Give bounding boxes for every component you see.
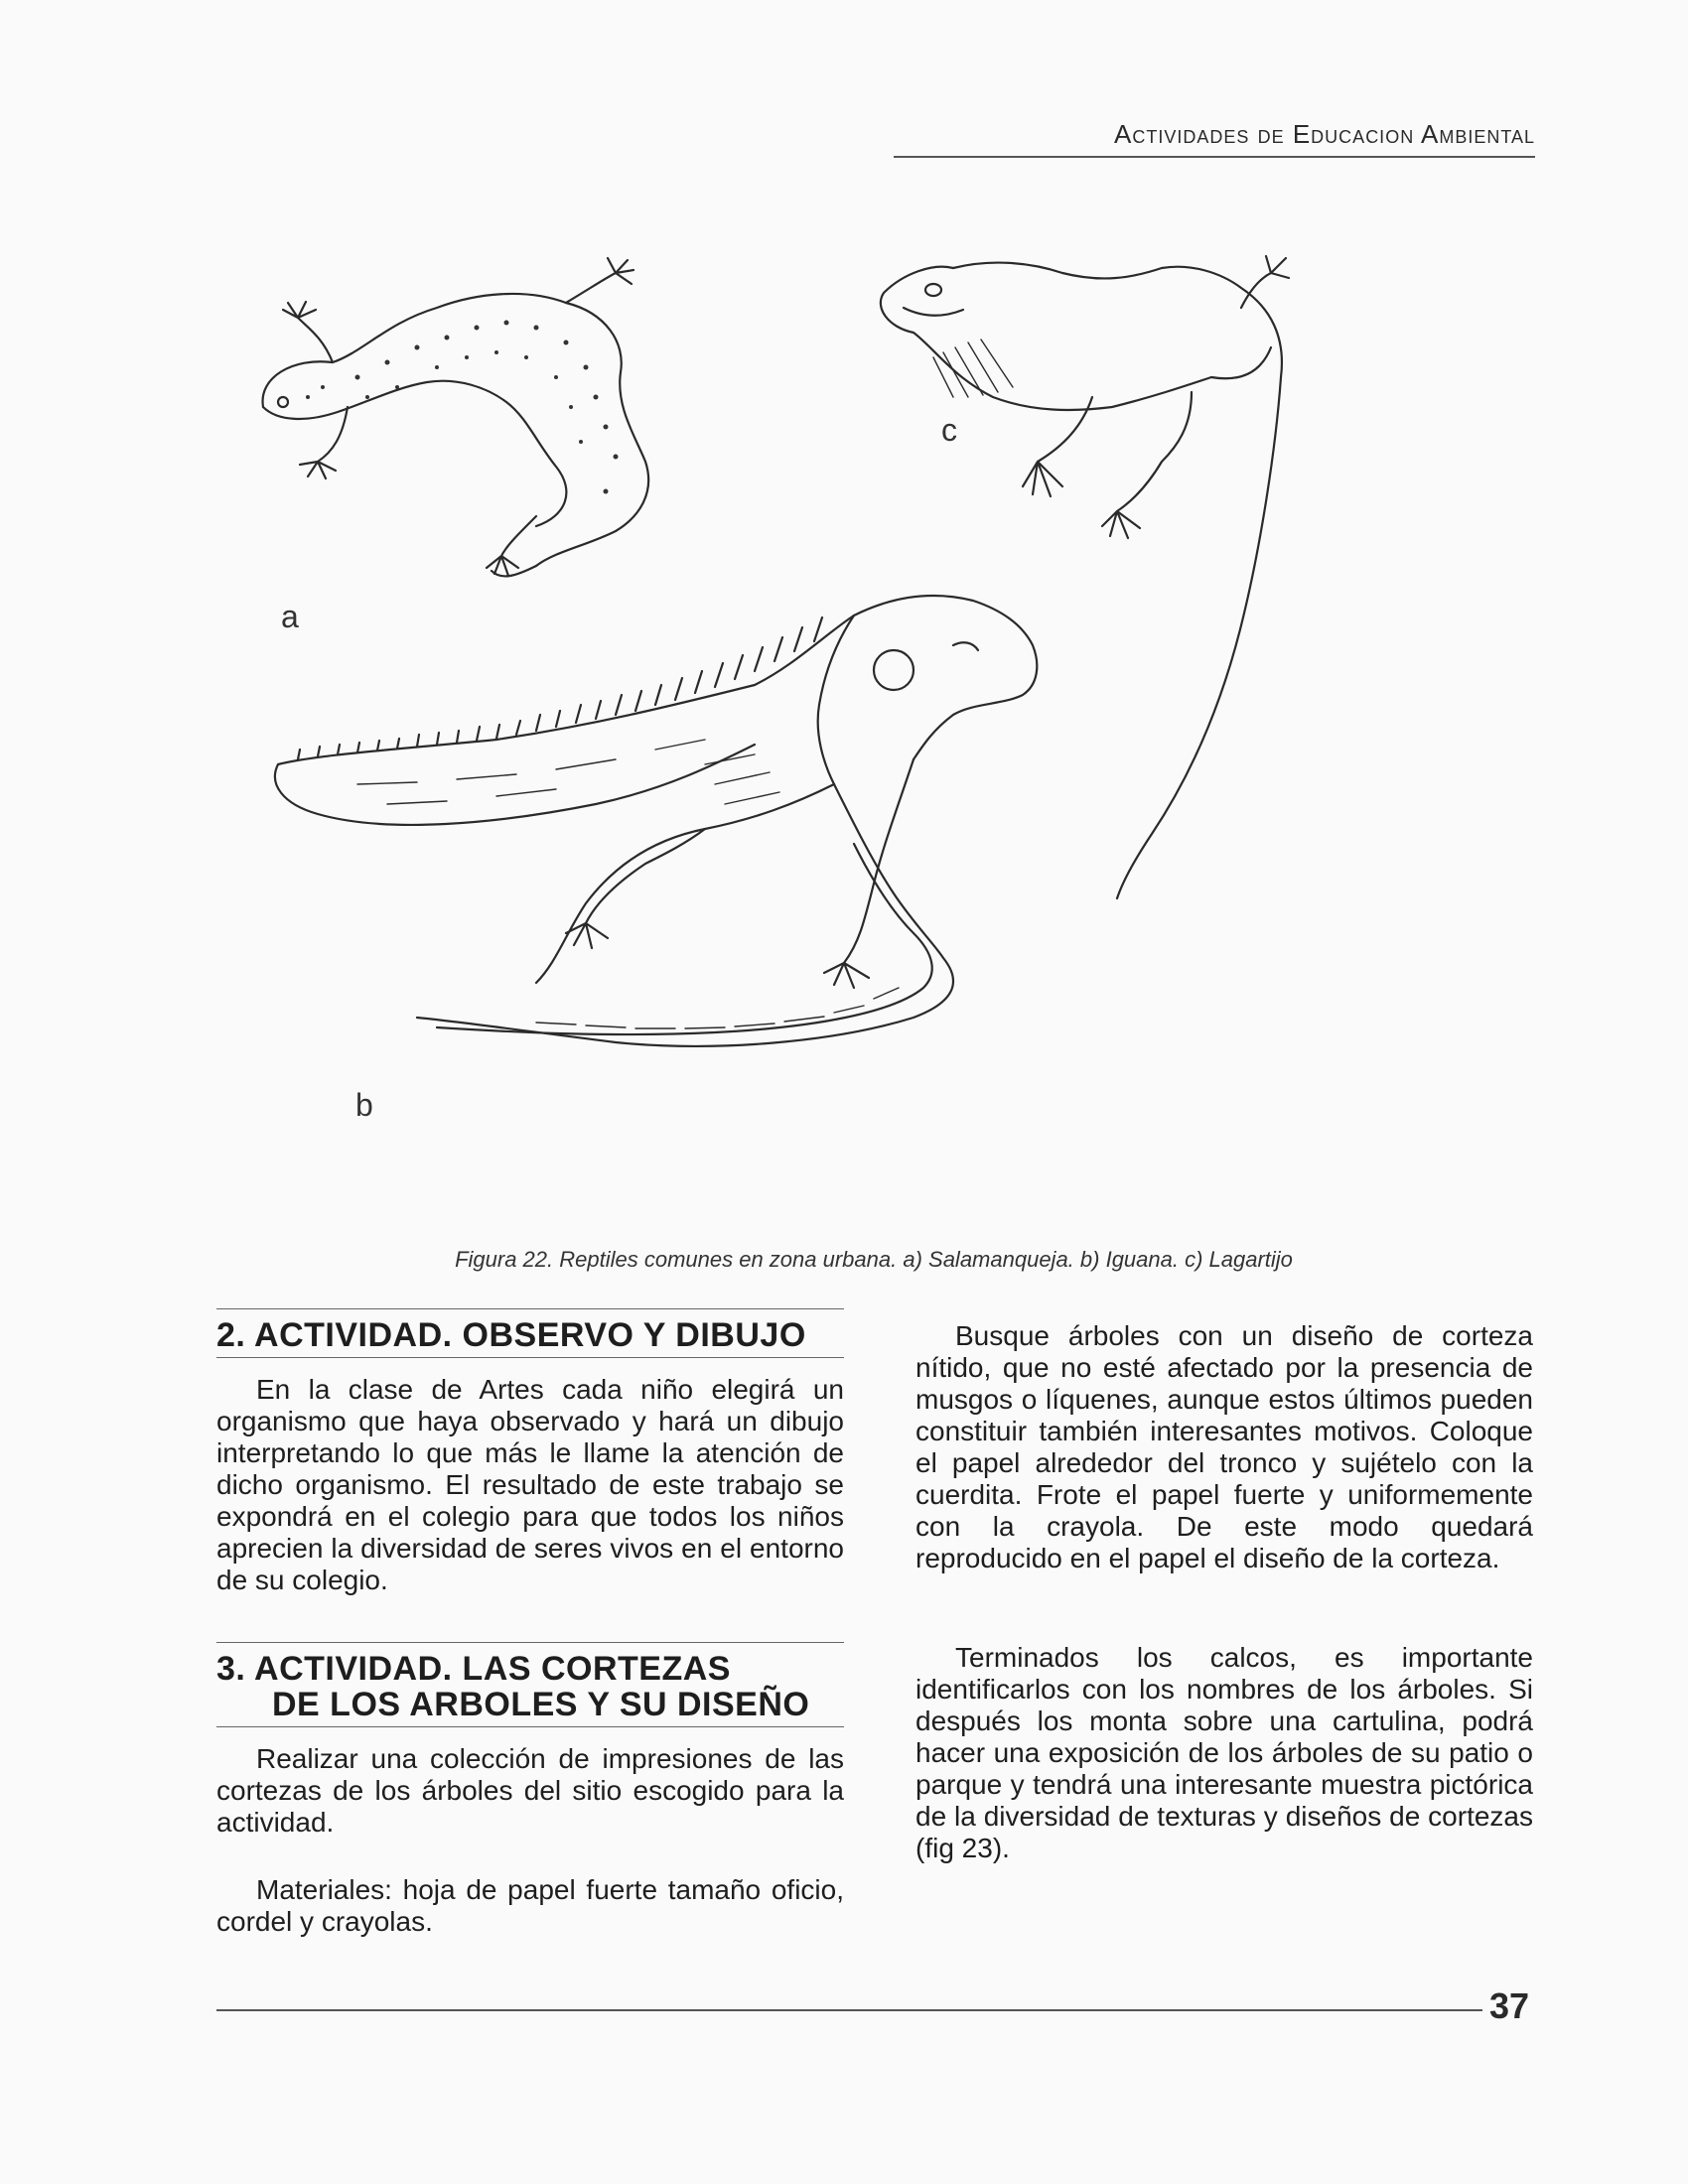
iguana-drawing	[275, 596, 1037, 1046]
right-column-paragraph-1: Busque árboles con un diseño de corteza nítido, que no esté afectado por la presencia de musgos o líquenes, aunque estos últimos pueden constituir también interesantes motivos. Coloque el papel alrededor del tronco y sujételo con la cuerdita. Frote el papel fuerte y uniformemente con la crayola. De este modo quedará reproducido en el papel el diseño de la corteza.	[915, 1320, 1533, 1573]
figure-label-b: b	[355, 1087, 373, 1123]
figure-label-a: a	[281, 599, 299, 634]
anole-drawing	[881, 256, 1289, 898]
figure-label-c: c	[941, 412, 957, 448]
footer-rule	[216, 2009, 1482, 2011]
section-2-paragraph: En la clase de Artes cada niño elegirá un organismo que haya observado y hará un dibujo interpretando lo que más le llame la atención de dicho organismo. El resultado de este trabajo se expondrá en el colegio para que todos los niños aprecien la diversidad de seres vivos en el entorno de su colegio.	[216, 1374, 844, 1595]
gecko-drawing	[263, 258, 649, 576]
figure-caption: Figura 22. Reptiles comunes en zona urbana. a) Salamanqueja. b) Iguana. c) Lagartijo	[455, 1247, 1293, 1272]
page-number: 37	[1489, 1985, 1530, 2026]
section-3-paragraph-1: Realizar una colección de impresiones de las cortezas de los árboles del sitio escogido para la actividad.	[216, 1743, 844, 1838]
running-head: Actividades de Educacion Ambiental	[894, 119, 1535, 158]
section-3-title-line2: DE LOS ARBOLES Y SU DISEÑO	[272, 1686, 810, 1723]
reptiles-figure	[238, 248, 1489, 1241]
section-3-paragraph-2: Materiales: hoja de papel fuerte tamaño oficio, cordel y crayolas.	[216, 1874, 844, 1937]
section-2-title-text: 2. ACTIVIDAD. OBSERVO Y DIBUJO	[216, 1316, 806, 1354]
section-3-title-line1: 3. ACTIVIDAD. LAS CORTEZAS	[216, 1650, 731, 1688]
section-2-title	[216, 1308, 844, 1358]
right-column-paragraph-2: Terminados los calcos, es importante identificarlos con los nombres de los árboles. Si después los monta sobre una cartulina, podrá hacer una exposición de los árboles de su patio o parque y tendrá una interesante muestra pictórica de la diversidad de texturas y diseños de cortezas (fig 23).	[915, 1642, 1533, 1863]
section-3-title	[216, 1642, 844, 1727]
